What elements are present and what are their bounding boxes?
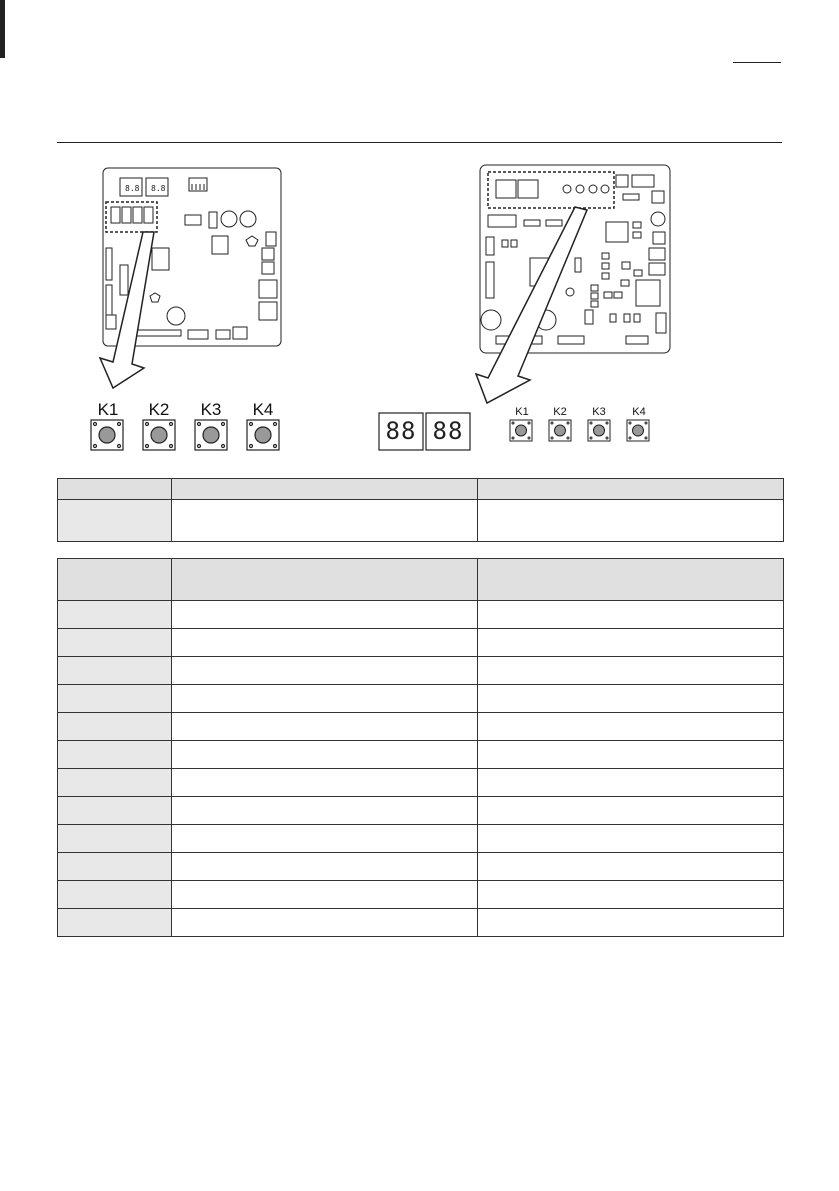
- table-cell: [172, 741, 478, 769]
- table-row: [58, 881, 784, 909]
- table-cell: [172, 685, 478, 713]
- table-cell: [58, 713, 172, 741]
- table-cell: [58, 685, 172, 713]
- table-row: [58, 825, 784, 853]
- table-header-cell: [172, 559, 478, 601]
- table-cell: [478, 797, 784, 825]
- right-switch-k2: [549, 420, 571, 441]
- table-row: [58, 500, 784, 542]
- table-cell: [58, 853, 172, 881]
- table-cell: [478, 741, 784, 769]
- table-cell: [478, 685, 784, 713]
- svg-text:8.8.: 8.8.: [151, 184, 171, 193]
- table-header-row: [58, 479, 784, 500]
- table-cell: [478, 601, 784, 629]
- table-cell: [58, 769, 172, 797]
- table-cell: [172, 500, 478, 542]
- left-button-label-k2: K2: [148, 400, 170, 419]
- display-digits-right: 88: [432, 417, 464, 445]
- table-cell: [478, 500, 784, 542]
- left-button-label-k4: K4: [252, 400, 274, 419]
- table-row: [58, 741, 784, 769]
- table-cell: [478, 769, 784, 797]
- table-cell: [172, 629, 478, 657]
- right-switch-k4: [627, 420, 649, 441]
- table-header-cell: [478, 479, 784, 500]
- table-cell: [58, 500, 172, 542]
- display-digits-left: 88: [385, 417, 417, 445]
- table-row: [58, 657, 784, 685]
- table-cell: [478, 657, 784, 685]
- table-cell: [478, 881, 784, 909]
- right-button-label-k1: K1: [515, 406, 529, 418]
- right-button-label-k4: K4: [632, 406, 646, 418]
- table-row: [58, 601, 784, 629]
- right-button-label-k3: K3: [592, 406, 606, 418]
- table-cell: [58, 741, 172, 769]
- table-cell: [172, 713, 478, 741]
- table-cell: [172, 601, 478, 629]
- table-header-cell: [58, 479, 172, 500]
- table-cell: [172, 909, 478, 937]
- table-cell: [172, 769, 478, 797]
- right-button-label-k2: K2: [553, 406, 567, 418]
- table-cell: [172, 797, 478, 825]
- right-tact-switches: [0, 0, 839, 460]
- table-cell: [58, 825, 172, 853]
- table-cell: [58, 629, 172, 657]
- table-row: [58, 629, 784, 657]
- table-header-row: [58, 559, 784, 601]
- table-cell: [172, 657, 478, 685]
- table-row: [58, 909, 784, 937]
- left-button-label-k1: K1: [97, 400, 119, 419]
- table-row: [58, 713, 784, 741]
- left-button-label-k3: K3: [200, 400, 222, 419]
- table-cell: [58, 881, 172, 909]
- table-row: [58, 685, 784, 713]
- right-switch-k3: [588, 420, 610, 441]
- right-switch-k1: [510, 420, 532, 441]
- table-key-functions: [57, 478, 784, 542]
- table-cell: [478, 629, 784, 657]
- table-row: [58, 853, 784, 881]
- table-row: [58, 797, 784, 825]
- table-row: [58, 769, 784, 797]
- table-cell: [58, 909, 172, 937]
- table-display-codes: [57, 558, 784, 937]
- table-cell: [58, 797, 172, 825]
- table-cell: [478, 713, 784, 741]
- table-cell: [478, 909, 784, 937]
- table-cell: [58, 601, 172, 629]
- table-header-cell: [58, 559, 172, 601]
- table-header-cell: [172, 479, 478, 500]
- table-cell: [478, 825, 784, 853]
- svg-text:8.8.: 8.8.: [125, 184, 145, 193]
- table-cell: [58, 657, 172, 685]
- table-header-cell: [478, 559, 784, 601]
- table-cell: [172, 825, 478, 853]
- table-cell: [172, 881, 478, 909]
- table-cell: [478, 853, 784, 881]
- table-cell: [172, 853, 478, 881]
